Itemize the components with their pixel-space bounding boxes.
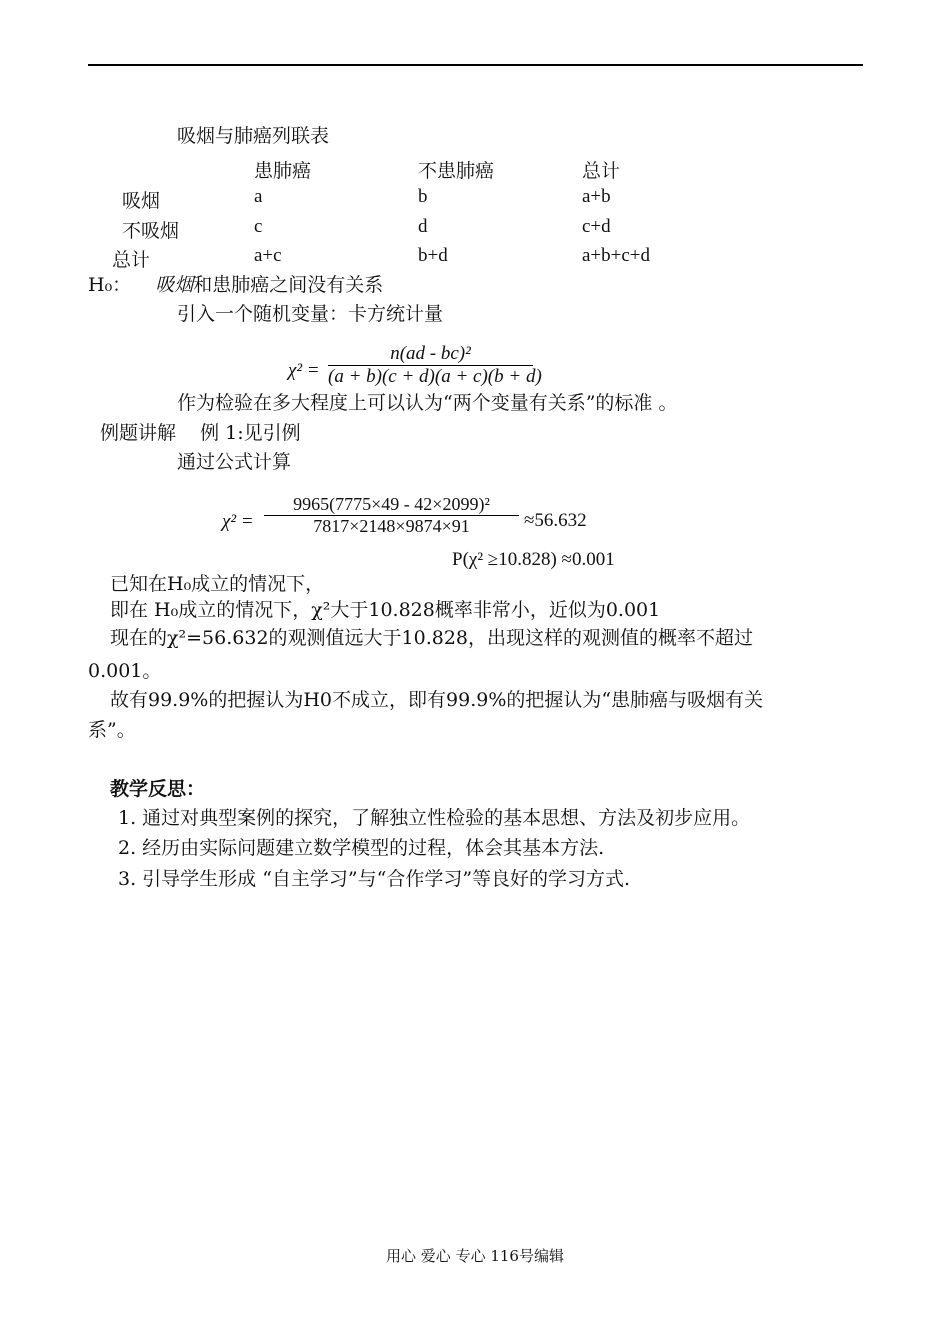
table-cell: d <box>418 216 428 237</box>
formula1-denominator: (a + b)(c + d)(a + c)(b + d) <box>328 366 542 387</box>
table-cell: b+d <box>418 245 448 266</box>
table-cell: a+b+c+d <box>582 245 651 266</box>
table-cell: c+d <box>582 216 611 237</box>
hypothesis-rest: 和患肺癌之间没有关系 <box>193 274 384 296</box>
table-cell: c <box>254 216 263 237</box>
formula2-numerator: 9965(7775×49 - 42×2099)² <box>293 494 490 514</box>
table-cell: a <box>254 186 263 207</box>
formula2-fraction <box>264 494 519 537</box>
table-cell: a+b <box>582 186 611 207</box>
intro-variable-text: 引入一个随机变量：卡方统计量 <box>177 303 444 325</box>
hypothesis-line <box>88 275 383 297</box>
example-label: 例题讲解 <box>100 422 177 444</box>
table-row-label: 不吸烟 <box>122 220 180 242</box>
table-row-label: 吸烟 <box>122 190 161 212</box>
paragraph-continuation: 0.001。 <box>88 660 162 682</box>
page-footer: 用心 爱心 专心 116号编辑 <box>386 1247 564 1265</box>
paragraph: 即在 H₀成立的情况下，χ²大于10.828概率非常小，近似为0.001 <box>110 599 661 621</box>
table-cell: a+c <box>254 245 282 266</box>
reflection-item: 2. 经历由实际问题建立数学模型的过程，体会其基本方法. <box>118 837 605 859</box>
header-rule <box>88 64 863 66</box>
probability-statement: P(χ² ≥10.828) ≈0.001 <box>452 549 615 570</box>
reflection-item: 3. 引导学生形成 “自主学习”与“合作学习”等良好的学习方式. <box>118 868 631 890</box>
standard-text: 作为检验在多大程度上可以认为“两个变量有关系”的标准 。 <box>177 392 678 414</box>
formula1-numerator: n(ad - bc)² <box>390 343 471 364</box>
paragraph: 现在的χ²=56.632的观测值远大于10.828，出现这样的观测值的概率不超过 <box>110 627 754 649</box>
hypothesis-prefix: H₀： <box>88 274 132 296</box>
formula1-lhs: χ² = <box>288 360 320 381</box>
hypothesis-italic: 吸烟 <box>155 274 194 296</box>
formula2-approx: ≈56.632 <box>524 510 587 531</box>
table-header: 患肺癌 <box>254 160 312 182</box>
table-cell: b <box>418 186 428 207</box>
table-row-label: 总计 <box>112 249 151 271</box>
paragraph: 故有99.9%的把握认为H0不成立，即有99.9%的把握认为“患肺癌与吸烟有关 <box>110 689 764 711</box>
formula2-lhs: χ² = <box>222 511 254 532</box>
table-title: 吸烟与肺癌列联表 <box>177 125 330 147</box>
table-header: 总计 <box>582 160 621 182</box>
reflection-item: 1. 通过对典型案例的探究，了解独立性检验的基本思想、方法及初步应用。 <box>118 807 751 829</box>
calc-text: 通过公式计算 <box>177 451 292 473</box>
example-line <box>100 423 301 445</box>
paragraph: 已知在H₀成立的情况下， <box>110 573 325 595</box>
reflection-title: 教学反思： <box>110 778 206 800</box>
formula1-fraction <box>328 343 542 388</box>
formula2-denominator: 7817×2148×9874×91 <box>313 516 470 536</box>
table-header: 不患肺癌 <box>418 160 495 182</box>
paragraph-continuation: 系”。 <box>88 719 136 741</box>
example-ref: 例 1:见引例 <box>200 422 301 444</box>
